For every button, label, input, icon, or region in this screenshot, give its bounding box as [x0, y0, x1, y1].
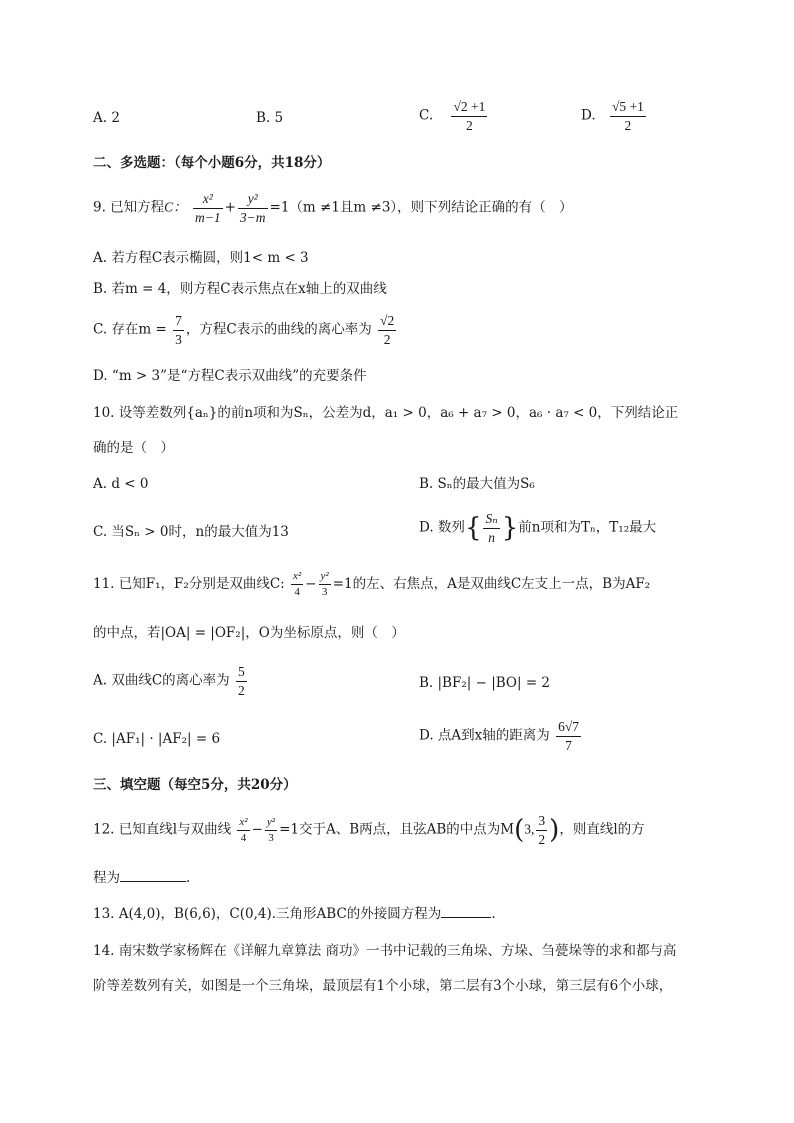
q10-option-b: B. Sₙ的最大值为S₆ — [419, 476, 535, 492]
q11-option-d: D. 点A到x轴的距离为 $\frac{6√7}{7}$ — [419, 719, 580, 753]
q12-answer-blank[interactable] — [120, 880, 186, 882]
q8-option-d-label: D. — [581, 107, 596, 124]
q12-midpoint-fraction: $\frac{3}{2}$ — [538, 813, 546, 847]
q14-stem-line1: 14. 南宋数学家杨辉在《详解九章算法 商功》一书中记载的三角垛、方垛、刍甍垛等的求和都与高 — [93, 943, 677, 959]
q11-stem-line2: 的中点，若|OA| = |OF₂|，O为坐标原点，则（ ） — [93, 625, 405, 641]
q10-option-d: D. 数列{ $\frac{\text{Sₙ}}{n}$ }前n项和为Tₙ，T₁₂最大 — [419, 511, 657, 545]
q8-option-d — [581, 100, 648, 132]
section3-title: 三、填空题（每空5分，共20分） — [93, 777, 297, 793]
q8-option-d-fraction: $\frac{√5 +1}{2}$ — [611, 99, 644, 133]
q11-option-c: C. |AF₁| · |AF₂| = 6 — [93, 731, 221, 747]
q9-option-c-fraction-m: $\frac{7}{3}$ — [175, 313, 182, 347]
q9-option-b: B. 若m = 4，则方程C表示焦点在x轴上的双曲线 — [93, 281, 387, 297]
q13-answer-blank[interactable] — [441, 916, 491, 918]
left-brace: { — [464, 513, 482, 543]
q11-option-a: A. 双曲线C的离心率为 $\frac{5}{2}$ — [93, 664, 245, 698]
q10-stem-line2: 确的是（ ） — [93, 440, 174, 456]
q8-option-c-fraction: $\frac{√2 +1}{2}$ — [453, 99, 486, 133]
q9-option-c: C. 存在m = $\frac{7}{3}$ ，方程C表示的曲线的离心率为 $\frac{√2}{2}$ — [93, 313, 395, 347]
q9-option-a: A. 若方程C表示椭圆，则1< m < 3 — [93, 250, 309, 266]
q9-fraction-x: $\frac{\text{x²}}{m-1}$ — [194, 191, 221, 225]
q10-option-c: C. 当Sₙ > 0时，n的最大值为13 — [93, 524, 289, 540]
q9-option-c-fraction-e: $\frac{√2}{2}$ — [380, 313, 395, 347]
left-paren: ( — [514, 815, 525, 845]
q11-option-a-fraction: $\frac{5}{2}$ — [237, 664, 245, 698]
q8-option-b: B. 5 — [256, 110, 284, 126]
q11-fraction-y: $\frac{\text{y²}}{3}$ — [320, 570, 329, 598]
right-brace: } — [501, 513, 519, 543]
q11-fraction-x: $\frac{\text{x²}}{4}$ — [293, 570, 302, 598]
q10-option-d-fraction: $\frac{\text{Sₙ}}{n}$ — [485, 511, 498, 545]
q12-stem-line1: 12. 已知直线l与双曲线 $\frac{\text{x²}}{4}$ − $\frac{\text{y²}}{3}$ =1交于A、B两点，且弦AB的中点为M(3, $\frac{3}{2}$ )，则直线l的方 — [93, 813, 645, 847]
section2-title: 二、多选题：（每个小题6分，共18分） — [93, 155, 331, 171]
q12-period: . — [186, 870, 191, 886]
q11-option-d-fraction: $\frac{6√7}{7}$ — [558, 719, 580, 753]
q9-fraction-y: $\frac{\text{y²}}{3-m}$ — [239, 191, 266, 225]
q12-stem-line2: 程为 . — [93, 870, 191, 886]
q13-stem: 13. A(4,0)，B(6,6)，C(0,4).三角形ABC的外接圆方程为 . — [93, 906, 496, 922]
q12-fraction-y: $\frac{\text{y²}}{3}$ — [266, 815, 276, 844]
q11-stem-line1: 11. 已知F₁，F₂分别是双曲线C: $\frac{\text{x²}}{4}$ − $\frac{\text{y²}}{3}$ =1的左、右焦点，A是双曲线C左支上一点，B为AF₂ — [93, 570, 651, 598]
q10-option-a: A. d < 0 — [93, 476, 149, 492]
right-paren: ) — [549, 815, 560, 845]
q9-option-d: D. “m > 3”是“方程C表示双曲线”的充要条件 — [93, 368, 367, 384]
q13-period: . — [491, 906, 496, 922]
q8-option-a: A. 2 — [93, 110, 120, 126]
q8-option-c — [419, 100, 489, 132]
q8-option-c-label: C. — [419, 107, 434, 124]
q12-fraction-x: $\frac{\text{x²}}{4}$ — [239, 815, 248, 844]
q10-stem-line1: 10. 设等差数列{aₙ}的前n项和为Sₙ，公差为d，a₁ > 0，a₆ + a₇ > 0，a₆ · a₇ < 0，下列结论正 — [93, 405, 679, 421]
q9-stem: 9. 已知方程C： $\frac{\text{x²}}{m-1}$ + $\frac{\text{y²}}{3-m}$ =1（m ≠1且m ≠3），则下列结论正确的有（ ） — [93, 191, 573, 225]
q11-option-b: B. |BF₂| − |BO| = 2 — [419, 675, 551, 691]
q14-stem-line2: 阶等差数列有关，如图是一个三角垛，最顶层有1个小球，第二层有3个小球，第三层有6个小球， — [93, 978, 673, 994]
